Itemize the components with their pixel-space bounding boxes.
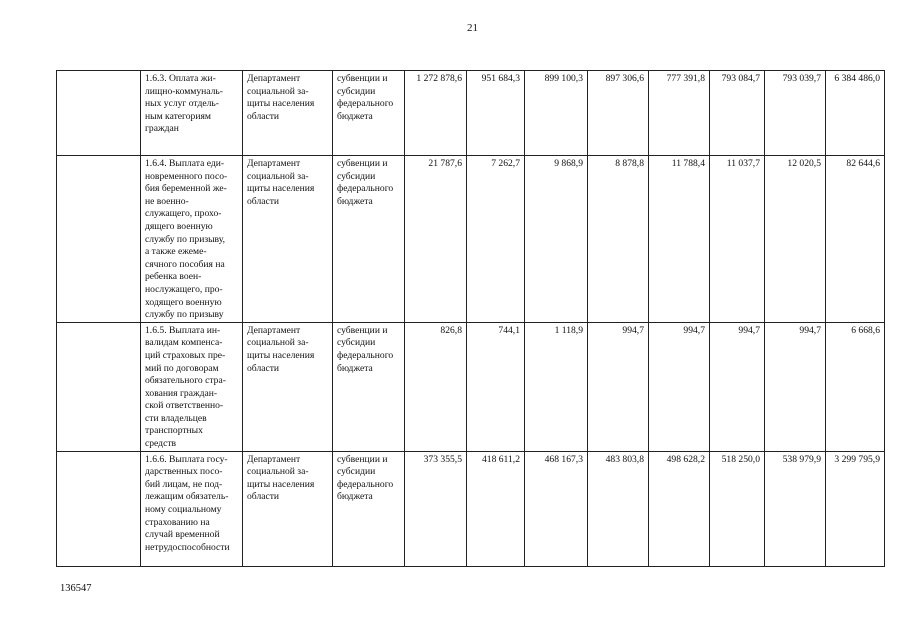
measure-title-cell-line: ций страховых пре-: [145, 349, 226, 361]
measure-title-cell-line: граждан: [145, 123, 179, 135]
table-row: [57, 322, 885, 451]
year-value-cell: 518 250,0: [710, 451, 765, 566]
measure-title-cell-line: нослужащего, про-: [145, 283, 223, 295]
measure-title-cell-line: ным категориям: [145, 110, 211, 122]
executor-cell-line: области: [247, 195, 280, 207]
funding-source-cell-line: бюджета: [337, 491, 373, 503]
measure-title-cell-line: мий по договорам: [145, 362, 219, 374]
executor-cell: [243, 71, 333, 156]
year-value-cell: 826,8: [405, 322, 467, 451]
table-row: [57, 71, 885, 156]
measure-title-cell-line: ходящего военную: [145, 296, 222, 308]
year-value-cell: 7 262,7: [467, 156, 525, 323]
funding-source-cell-line: федерального: [337, 478, 394, 490]
year-value-cell: 897 306,6: [588, 71, 649, 156]
measure-title-cell-line: бий лицам, не под-: [145, 478, 223, 490]
measure-title-cell-line: сячного пособия на: [145, 258, 225, 270]
year-value-cell: 498 628,2: [649, 451, 710, 566]
measure-title-cell-line: ному социальному: [145, 504, 222, 516]
year-value-cell: 744,1: [467, 322, 525, 451]
year-value-cell: 777 391,8: [649, 71, 710, 156]
executor-cell-line: щиты населения: [247, 98, 315, 110]
measure-title-cell: [141, 451, 243, 566]
measure-title-cell-line: 1.6.5. Выплата ин-: [145, 324, 221, 336]
measure-title-cell-line: бия беременной же-: [145, 183, 227, 195]
year-value-cell: 994,7: [710, 322, 765, 451]
executor-cell-line: Департамент: [247, 324, 301, 336]
year-value-cell: 418 611,2: [467, 451, 525, 566]
year-value-cell: 21 787,6: [405, 156, 467, 323]
year-value-cell: 11 037,7: [710, 156, 765, 323]
table-row: [57, 156, 885, 323]
measure-title-cell: [141, 322, 243, 451]
funding-source-cell-line: федерального: [337, 183, 394, 195]
executor-cell-line: социальной за-: [247, 466, 309, 478]
executor-cell-line: области: [247, 110, 280, 122]
executor-cell-line: социальной за-: [247, 337, 309, 349]
year-value-cell: 951 684,3: [467, 71, 525, 156]
executor-cell: [243, 156, 333, 323]
funding-source-cell: [333, 322, 405, 451]
funding-source-cell: [333, 156, 405, 323]
measure-title-cell-line: 1.6.3. Оплата жи-: [145, 73, 216, 84]
year-value-cell: 793 039,7: [765, 71, 826, 156]
total-value-cell: 6 668,6: [826, 322, 885, 451]
measure-title-cell-line: средств: [145, 438, 177, 450]
measure-title-cell-line: служащего, прохо-: [145, 208, 222, 220]
executor-cell-line: Департамент: [247, 73, 301, 84]
funding-source-cell-line: бюджета: [337, 195, 373, 207]
year-value-cell: 994,7: [765, 322, 826, 451]
executor-cell-line: социальной за-: [247, 85, 309, 97]
executor-cell-line: Департамент: [247, 453, 301, 465]
executor-cell-line: области: [247, 362, 280, 374]
blank-cell: [57, 156, 141, 323]
measure-title-cell-line: 1.6.6. Выплата госу-: [145, 453, 228, 465]
funding-source-cell: [333, 451, 405, 566]
measure-title-cell: [141, 71, 243, 156]
measure-title-cell-line: службу по призыву,: [145, 233, 225, 245]
year-value-cell: 11 788,4: [649, 156, 710, 323]
year-value-cell: 468 167,3: [525, 451, 588, 566]
funding-source-cell-line: субвенции и: [337, 73, 388, 84]
measure-title-cell: [141, 156, 243, 323]
executor-cell: [243, 451, 333, 566]
funding-source-cell-line: федерального: [337, 349, 394, 361]
funding-source-cell-line: субсидии: [337, 170, 376, 182]
measure-title-cell-line: случай временной: [145, 529, 220, 541]
measure-title-cell-line: а также ежеме-: [145, 246, 207, 258]
budget-table: [56, 70, 885, 567]
measure-title-cell-line: страхованию на: [145, 516, 210, 528]
measure-title-cell-line: не военно-: [145, 195, 189, 207]
measure-title-cell-line: новременного посо-: [145, 170, 228, 182]
executor-cell-line: социальной за-: [247, 170, 309, 182]
executor-cell-line: щиты населения: [247, 349, 315, 361]
blank-cell: [57, 322, 141, 451]
year-value-cell: 1 272 878,6: [405, 71, 467, 156]
executor-cell-line: Департамент: [247, 158, 301, 169]
year-value-cell: 994,7: [588, 322, 649, 451]
executor-cell-line: области: [247, 491, 280, 503]
measure-title-cell-line: лежащим обязатель-: [145, 491, 229, 503]
measure-title-cell-line: нетрудоспособности: [145, 541, 230, 553]
funding-source-cell-line: субвенции и: [337, 158, 388, 169]
blank-cell: [57, 71, 141, 156]
table-row: [57, 451, 885, 566]
year-value-cell: 9 868,9: [525, 156, 588, 323]
funding-source-cell-line: субвенции и: [337, 324, 388, 336]
measure-title-cell-line: лищно-коммуналь-: [145, 85, 223, 97]
year-value-cell: 538 979,9: [765, 451, 826, 566]
funding-source-cell-line: субсидии: [337, 85, 376, 97]
year-value-cell: 793 084,7: [710, 71, 765, 156]
year-value-cell: 373 355,5: [405, 451, 467, 566]
year-value-cell: 12 020,5: [765, 156, 826, 323]
measure-title-cell-line: дарственных посо-: [145, 466, 223, 478]
year-value-cell: 8 878,8: [588, 156, 649, 323]
total-value-cell: 6 384 486,0: [826, 71, 885, 156]
measure-title-cell-line: ребенка воен-: [145, 271, 202, 283]
measure-title-cell-line: дящего военную: [145, 220, 213, 232]
year-value-cell: 994,7: [649, 322, 710, 451]
measure-title-cell-line: ных услуг отдель-: [145, 98, 219, 110]
page-number: 21: [467, 22, 478, 34]
executor-cell-line: щиты населения: [247, 478, 315, 490]
measure-title-cell-line: хования граждан-: [145, 387, 218, 399]
total-value-cell: 82 644,6: [826, 156, 885, 323]
document-id: 136547: [60, 583, 92, 594]
funding-source-cell-line: субсидии: [337, 337, 376, 349]
measure-title-cell-line: службу по призыву: [145, 309, 224, 321]
executor-cell: [243, 322, 333, 451]
total-value-cell: 3 299 795,9: [826, 451, 885, 566]
executor-cell-line: щиты населения: [247, 183, 315, 195]
measure-title-cell-line: транспортных: [145, 425, 203, 437]
funding-source-cell-line: бюджета: [337, 362, 373, 374]
funding-source-cell-line: субвенции и: [337, 453, 388, 465]
measure-title-cell-line: обязательного стра-: [145, 375, 226, 387]
blank-cell: [57, 451, 141, 566]
funding-source-cell: [333, 71, 405, 156]
year-value-cell: 899 100,3: [525, 71, 588, 156]
measure-title-cell-line: ской ответственно-: [145, 400, 224, 412]
year-value-cell: 483 803,8: [588, 451, 649, 566]
measure-title-cell-line: 1.6.4. Выплата еди-: [145, 158, 225, 169]
funding-source-cell-line: бюджета: [337, 110, 373, 122]
measure-title-cell-line: валидам компенса-: [145, 337, 223, 349]
year-value-cell: 1 118,9: [525, 322, 588, 451]
funding-source-cell-line: федерального: [337, 98, 394, 110]
measure-title-cell-line: сти владельцев: [145, 412, 207, 424]
funding-source-cell-line: субсидии: [337, 466, 376, 478]
